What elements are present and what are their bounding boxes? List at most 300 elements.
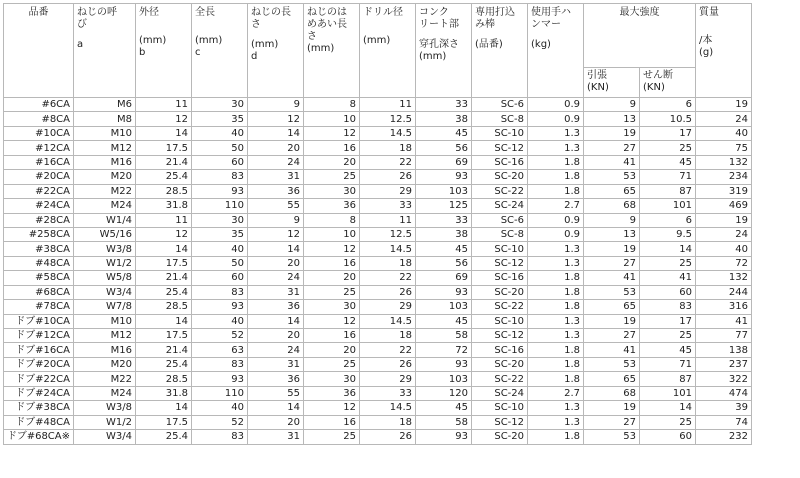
cell-screw-length: 14: [248, 401, 304, 415]
header-thread: [74, 4, 136, 98]
cell-concrete-depth: 103: [416, 184, 472, 198]
cell-hammer: 1.8: [528, 343, 584, 357]
cell-mass: 319: [696, 184, 752, 198]
cell-shear: 83: [640, 300, 696, 314]
header-length: [192, 4, 248, 98]
cell-thread: M12: [74, 141, 136, 155]
cell-thread: W1/2: [74, 256, 136, 270]
cell-outer: 25.4: [136, 170, 192, 184]
cell-tool: SC-22: [472, 300, 528, 314]
header-line: (kg): [531, 39, 551, 50]
header-line: [251, 31, 300, 39]
table-row: [4, 386, 752, 400]
cell-mass: 41: [696, 314, 752, 328]
table-row: [4, 285, 752, 299]
cell-tension: 53: [584, 430, 640, 444]
header-line: ねじのは: [307, 7, 348, 18]
header-max-strength: 最大強度: [584, 4, 696, 68]
cell-tension: 68: [584, 199, 640, 213]
header-concrete-depth: [416, 4, 472, 98]
cell-mass: 75: [696, 141, 752, 155]
cell-mesh-length: 30: [304, 372, 360, 386]
header-line: a: [77, 39, 84, 50]
cell-length: 83: [192, 170, 248, 184]
cell-hammer: 0.9: [528, 112, 584, 126]
cell-tension: 27: [584, 415, 640, 429]
header-line: [195, 27, 244, 35]
header-line: ンマー: [531, 19, 562, 30]
cell-drill: 26: [360, 170, 416, 184]
cell-shear: 6: [640, 213, 696, 227]
cell-mesh-length: 30: [304, 300, 360, 314]
cell-length: 35: [192, 112, 248, 126]
header-line: めあい長: [307, 19, 348, 30]
cell-concrete-depth: 56: [416, 256, 472, 270]
cell-mesh-length: 10: [304, 112, 360, 126]
cell-mesh-length: 10: [304, 227, 360, 241]
header-line: (mm): [419, 51, 447, 62]
cell-screw-length: 20: [248, 329, 304, 343]
cell-hinban: #24CA: [4, 199, 74, 213]
cell-mesh-length: 36: [304, 199, 360, 213]
cell-tool: SC-22: [472, 372, 528, 386]
cell-screw-length: 36: [248, 300, 304, 314]
cell-tension: 68: [584, 386, 640, 400]
header-line: c: [195, 47, 201, 58]
cell-thread: M6: [74, 98, 136, 112]
cell-drill: 29: [360, 184, 416, 198]
cell-length: 93: [192, 300, 248, 314]
cell-concrete-depth: 38: [416, 227, 472, 241]
cell-tool: SC-16: [472, 271, 528, 285]
header-line: リート部: [419, 19, 460, 30]
cell-shear: 60: [640, 430, 696, 444]
cell-outer: 17.5: [136, 141, 192, 155]
cell-concrete-depth: 125: [416, 199, 472, 213]
cell-length: 40: [192, 401, 248, 415]
cell-hammer: 1.8: [528, 184, 584, 198]
cell-mesh-length: 25: [304, 170, 360, 184]
table-row: [4, 329, 752, 343]
cell-tension: 65: [584, 300, 640, 314]
cell-mesh-length: 36: [304, 386, 360, 400]
cell-screw-length: 24: [248, 343, 304, 357]
header-line: ねじの長: [251, 7, 292, 18]
cell-outer: 17.5: [136, 415, 192, 429]
cell-mass: 244: [696, 285, 752, 299]
cell-mass: 237: [696, 357, 752, 371]
cell-drill: 14.5: [360, 126, 416, 140]
cell-tool: SC-16: [472, 343, 528, 357]
table-row: [4, 430, 752, 444]
cell-tool: SC-12: [472, 141, 528, 155]
cell-thread: M16: [74, 155, 136, 169]
cell-hammer: 1.8: [528, 357, 584, 371]
cell-mass: 77: [696, 329, 752, 343]
header-line: さ: [251, 19, 262, 30]
cell-shear: 87: [640, 372, 696, 386]
cell-outer: 14: [136, 126, 192, 140]
cell-mesh-length: 12: [304, 242, 360, 256]
cell-thread: M10: [74, 126, 136, 140]
cell-hinban: ドブ#68CA※: [4, 430, 74, 444]
table-row: [4, 155, 752, 169]
cell-outer: 17.5: [136, 329, 192, 343]
cell-length: 52: [192, 329, 248, 343]
cell-screw-length: 14: [248, 314, 304, 328]
cell-mesh-length: 25: [304, 285, 360, 299]
cell-screw-length: 31: [248, 357, 304, 371]
table-row: [4, 242, 752, 256]
cell-tool: SC-20: [472, 430, 528, 444]
cell-tension: 13: [584, 227, 640, 241]
header-line: コンク: [419, 7, 449, 18]
cell-concrete-depth: 103: [416, 372, 472, 386]
cell-mass: 132: [696, 155, 752, 169]
cell-screw-length: 9: [248, 98, 304, 112]
table-row: [4, 256, 752, 270]
cell-mesh-length: 12: [304, 126, 360, 140]
cell-shear: 17: [640, 126, 696, 140]
header-line: さ: [307, 31, 318, 42]
cell-outer: 11: [136, 98, 192, 112]
cell-outer: 17.5: [136, 256, 192, 270]
header-line: [77, 31, 132, 39]
header-line: [699, 27, 748, 35]
cell-mass: 39: [696, 401, 752, 415]
cell-mass: 40: [696, 242, 752, 256]
cell-hammer: 0.9: [528, 98, 584, 112]
cell-shear: 17: [640, 314, 696, 328]
cell-thread: W3/4: [74, 285, 136, 299]
header-line: (mm): [363, 35, 391, 46]
cell-drill: 26: [360, 357, 416, 371]
cell-tension: 19: [584, 126, 640, 140]
cell-hinban: ドブ#38CA: [4, 401, 74, 415]
cell-thread: M16: [74, 343, 136, 357]
header-drill: [360, 4, 416, 98]
header-line: み棒: [475, 19, 496, 30]
cell-outer: 28.5: [136, 372, 192, 386]
cell-mass: 40: [696, 126, 752, 140]
table-row: [4, 170, 752, 184]
table-row: [4, 300, 752, 314]
cell-hammer: 1.8: [528, 300, 584, 314]
cell-hinban: #78CA: [4, 300, 74, 314]
cell-tension: 65: [584, 184, 640, 198]
cell-screw-length: 31: [248, 285, 304, 299]
cell-length: 40: [192, 126, 248, 140]
cell-concrete-depth: 120: [416, 386, 472, 400]
cell-screw-length: 14: [248, 126, 304, 140]
cell-tension: 19: [584, 242, 640, 256]
cell-screw-length: 12: [248, 227, 304, 241]
cell-hinban: ドブ#24CA: [4, 386, 74, 400]
table-row: [4, 112, 752, 126]
cell-outer: 12: [136, 112, 192, 126]
cell-thread: W5/16: [74, 227, 136, 241]
cell-shear: 25: [640, 329, 696, 343]
cell-screw-length: 31: [248, 430, 304, 444]
cell-drill: 22: [360, 155, 416, 169]
cell-drill: 14.5: [360, 314, 416, 328]
table-row: [4, 213, 752, 227]
cell-shear: 25: [640, 415, 696, 429]
cell-hinban: ドブ#22CA: [4, 372, 74, 386]
cell-length: 93: [192, 372, 248, 386]
cell-concrete-depth: 58: [416, 415, 472, 429]
cell-outer: 11: [136, 213, 192, 227]
cell-outer: 21.4: [136, 155, 192, 169]
cell-drill: 11: [360, 98, 416, 112]
header-line: (g): [699, 47, 714, 58]
cell-screw-length: 55: [248, 386, 304, 400]
cell-hammer: 1.8: [528, 271, 584, 285]
cell-thread: W3/4: [74, 430, 136, 444]
cell-screw-length: 24: [248, 271, 304, 285]
cell-hammer: 0.9: [528, 227, 584, 241]
cell-mass: 474: [696, 386, 752, 400]
cell-drill: 14.5: [360, 242, 416, 256]
header-line: (mm): [251, 39, 279, 50]
cell-tension: 27: [584, 256, 640, 270]
cell-concrete-depth: 69: [416, 155, 472, 169]
cell-tension: 53: [584, 170, 640, 184]
table-row: [4, 372, 752, 386]
cell-drill: 12.5: [360, 112, 416, 126]
cell-length: 83: [192, 285, 248, 299]
table-row: [4, 98, 752, 112]
cell-length: 93: [192, 184, 248, 198]
cell-outer: 14: [136, 401, 192, 415]
cell-thread: M22: [74, 372, 136, 386]
cell-shear: 101: [640, 199, 696, 213]
header-screw-length: [248, 4, 304, 98]
cell-hinban: #22CA: [4, 184, 74, 198]
cell-tension: 27: [584, 141, 640, 155]
cell-drill: 26: [360, 285, 416, 299]
cell-screw-length: 31: [248, 170, 304, 184]
header-line: [139, 27, 188, 35]
cell-tension: 41: [584, 155, 640, 169]
header-line: 外径: [139, 7, 160, 18]
cell-thread: M22: [74, 184, 136, 198]
cell-tool: SC-6: [472, 98, 528, 112]
cell-mass: 24: [696, 112, 752, 126]
cell-tool: SC-12: [472, 256, 528, 270]
cell-hammer: 1.8: [528, 430, 584, 444]
cell-hinban: #20CA: [4, 170, 74, 184]
header-line: [363, 19, 412, 27]
cell-tension: 53: [584, 357, 640, 371]
cell-thread: W1/2: [74, 415, 136, 429]
cell-length: 30: [192, 98, 248, 112]
header-line: ドリル径: [363, 7, 404, 18]
cell-length: 60: [192, 155, 248, 169]
table-row: [4, 126, 752, 140]
cell-hinban: #48CA: [4, 256, 74, 270]
cell-drill: 11: [360, 213, 416, 227]
cell-hinban: ドブ#16CA: [4, 343, 74, 357]
header-line: 質量: [699, 7, 720, 18]
cell-screw-length: 36: [248, 184, 304, 198]
header-line: 全長: [195, 7, 216, 18]
cell-concrete-depth: 45: [416, 314, 472, 328]
cell-drill: 14.5: [360, 401, 416, 415]
cell-shear: 25: [640, 141, 696, 155]
header-line: (mm): [139, 35, 167, 46]
cell-tool: SC-12: [472, 415, 528, 429]
cell-concrete-depth: 103: [416, 300, 472, 314]
cell-length: 60: [192, 271, 248, 285]
cell-screw-length: 20: [248, 141, 304, 155]
cell-shear: 14: [640, 401, 696, 415]
cell-concrete-depth: 93: [416, 285, 472, 299]
cell-screw-length: 14: [248, 242, 304, 256]
cell-tool: SC-12: [472, 329, 528, 343]
header-line: (KN): [643, 82, 665, 93]
cell-mass: 19: [696, 98, 752, 112]
cell-outer: 21.4: [136, 343, 192, 357]
header-line: [531, 31, 580, 39]
cell-concrete-depth: 45: [416, 401, 472, 415]
header-line: [699, 19, 748, 27]
cell-hammer: 2.7: [528, 386, 584, 400]
cell-tension: 65: [584, 372, 640, 386]
header-line: [363, 27, 412, 35]
cell-mesh-length: 25: [304, 357, 360, 371]
cell-screw-length: 12: [248, 112, 304, 126]
cell-mass: 316: [696, 300, 752, 314]
header-line: ねじの呼: [77, 7, 118, 18]
cell-mass: 24: [696, 227, 752, 241]
cell-outer: 12: [136, 227, 192, 241]
cell-concrete-depth: 38: [416, 112, 472, 126]
header-line: [139, 19, 188, 27]
cell-concrete-depth: 56: [416, 141, 472, 155]
cell-mesh-length: 12: [304, 314, 360, 328]
cell-hinban: #68CA: [4, 285, 74, 299]
cell-hinban: #10CA: [4, 126, 74, 140]
cell-thread: W3/8: [74, 401, 136, 415]
cell-tension: 19: [584, 401, 640, 415]
header-hinban: 品番: [4, 4, 74, 98]
cell-hammer: 1.3: [528, 141, 584, 155]
cell-shear: 25: [640, 256, 696, 270]
cell-thread: M20: [74, 170, 136, 184]
cell-screw-length: 20: [248, 256, 304, 270]
cell-hinban: #16CA: [4, 155, 74, 169]
cell-tool: SC-8: [472, 112, 528, 126]
cell-hammer: 2.7: [528, 199, 584, 213]
cell-hinban: #8CA: [4, 112, 74, 126]
table-row: [4, 314, 752, 328]
cell-tension: 41: [584, 271, 640, 285]
cell-hinban: #28CA: [4, 213, 74, 227]
cell-mass: 19: [696, 213, 752, 227]
cell-screw-length: 24: [248, 155, 304, 169]
cell-mass: 132: [696, 271, 752, 285]
cell-tool: SC-10: [472, 242, 528, 256]
cell-thread: M24: [74, 199, 136, 213]
cell-hinban: #12CA: [4, 141, 74, 155]
cell-mesh-length: 16: [304, 329, 360, 343]
cell-tool: SC-10: [472, 401, 528, 415]
cell-outer: 28.5: [136, 184, 192, 198]
cell-hinban: #58CA: [4, 271, 74, 285]
cell-mass: 232: [696, 430, 752, 444]
table-row: [4, 357, 752, 371]
cell-hinban: ドブ#12CA: [4, 329, 74, 343]
header-line: 穿孔深さ: [419, 39, 460, 50]
cell-thread: M8: [74, 112, 136, 126]
cell-screw-length: 20: [248, 415, 304, 429]
header-mass: [696, 4, 752, 98]
cell-shear: 14: [640, 242, 696, 256]
header-line: び: [77, 19, 88, 30]
cell-screw-length: 9: [248, 213, 304, 227]
cell-drill: 22: [360, 271, 416, 285]
cell-drill: 26: [360, 430, 416, 444]
header-line: /本: [699, 35, 713, 46]
cell-tool: SC-16: [472, 155, 528, 169]
cell-concrete-depth: 93: [416, 170, 472, 184]
cell-screw-length: 36: [248, 372, 304, 386]
cell-hammer: 1.3: [528, 401, 584, 415]
cell-hinban: #38CA: [4, 242, 74, 256]
cell-mass: 322: [696, 372, 752, 386]
cell-length: 35: [192, 227, 248, 241]
cell-outer: 14: [136, 314, 192, 328]
cell-thread: M10: [74, 314, 136, 328]
cell-shear: 45: [640, 155, 696, 169]
header-line: (品番): [475, 39, 503, 50]
table-row: [4, 401, 752, 415]
cell-shear: 9.5: [640, 227, 696, 241]
cell-outer: 25.4: [136, 430, 192, 444]
cell-mesh-length: 30: [304, 184, 360, 198]
cell-mass: 138: [696, 343, 752, 357]
cell-tool: SC-24: [472, 199, 528, 213]
cell-thread: W5/8: [74, 271, 136, 285]
cell-outer: 31.8: [136, 199, 192, 213]
table-row: [4, 343, 752, 357]
cell-drill: 22: [360, 343, 416, 357]
header-line: [475, 31, 524, 39]
cell-shear: 10.5: [640, 112, 696, 126]
table-row: [4, 141, 752, 155]
cell-hammer: 1.3: [528, 126, 584, 140]
cell-shear: 101: [640, 386, 696, 400]
cell-tool: SC-6: [472, 213, 528, 227]
cell-tool: SC-10: [472, 126, 528, 140]
cell-tool: SC-8: [472, 227, 528, 241]
cell-outer: 14: [136, 242, 192, 256]
cell-mesh-length: 25: [304, 430, 360, 444]
cell-tool: SC-10: [472, 314, 528, 328]
cell-drill: 18: [360, 329, 416, 343]
cell-thread: W7/8: [74, 300, 136, 314]
header-tension: [584, 68, 640, 98]
cell-thread: M20: [74, 357, 136, 371]
cell-length: 50: [192, 256, 248, 270]
header-line: 引張: [587, 70, 608, 81]
cell-drill: 12.5: [360, 227, 416, 241]
cell-outer: 25.4: [136, 357, 192, 371]
cell-tension: 53: [584, 285, 640, 299]
cell-length: 30: [192, 213, 248, 227]
cell-mass: 469: [696, 199, 752, 213]
